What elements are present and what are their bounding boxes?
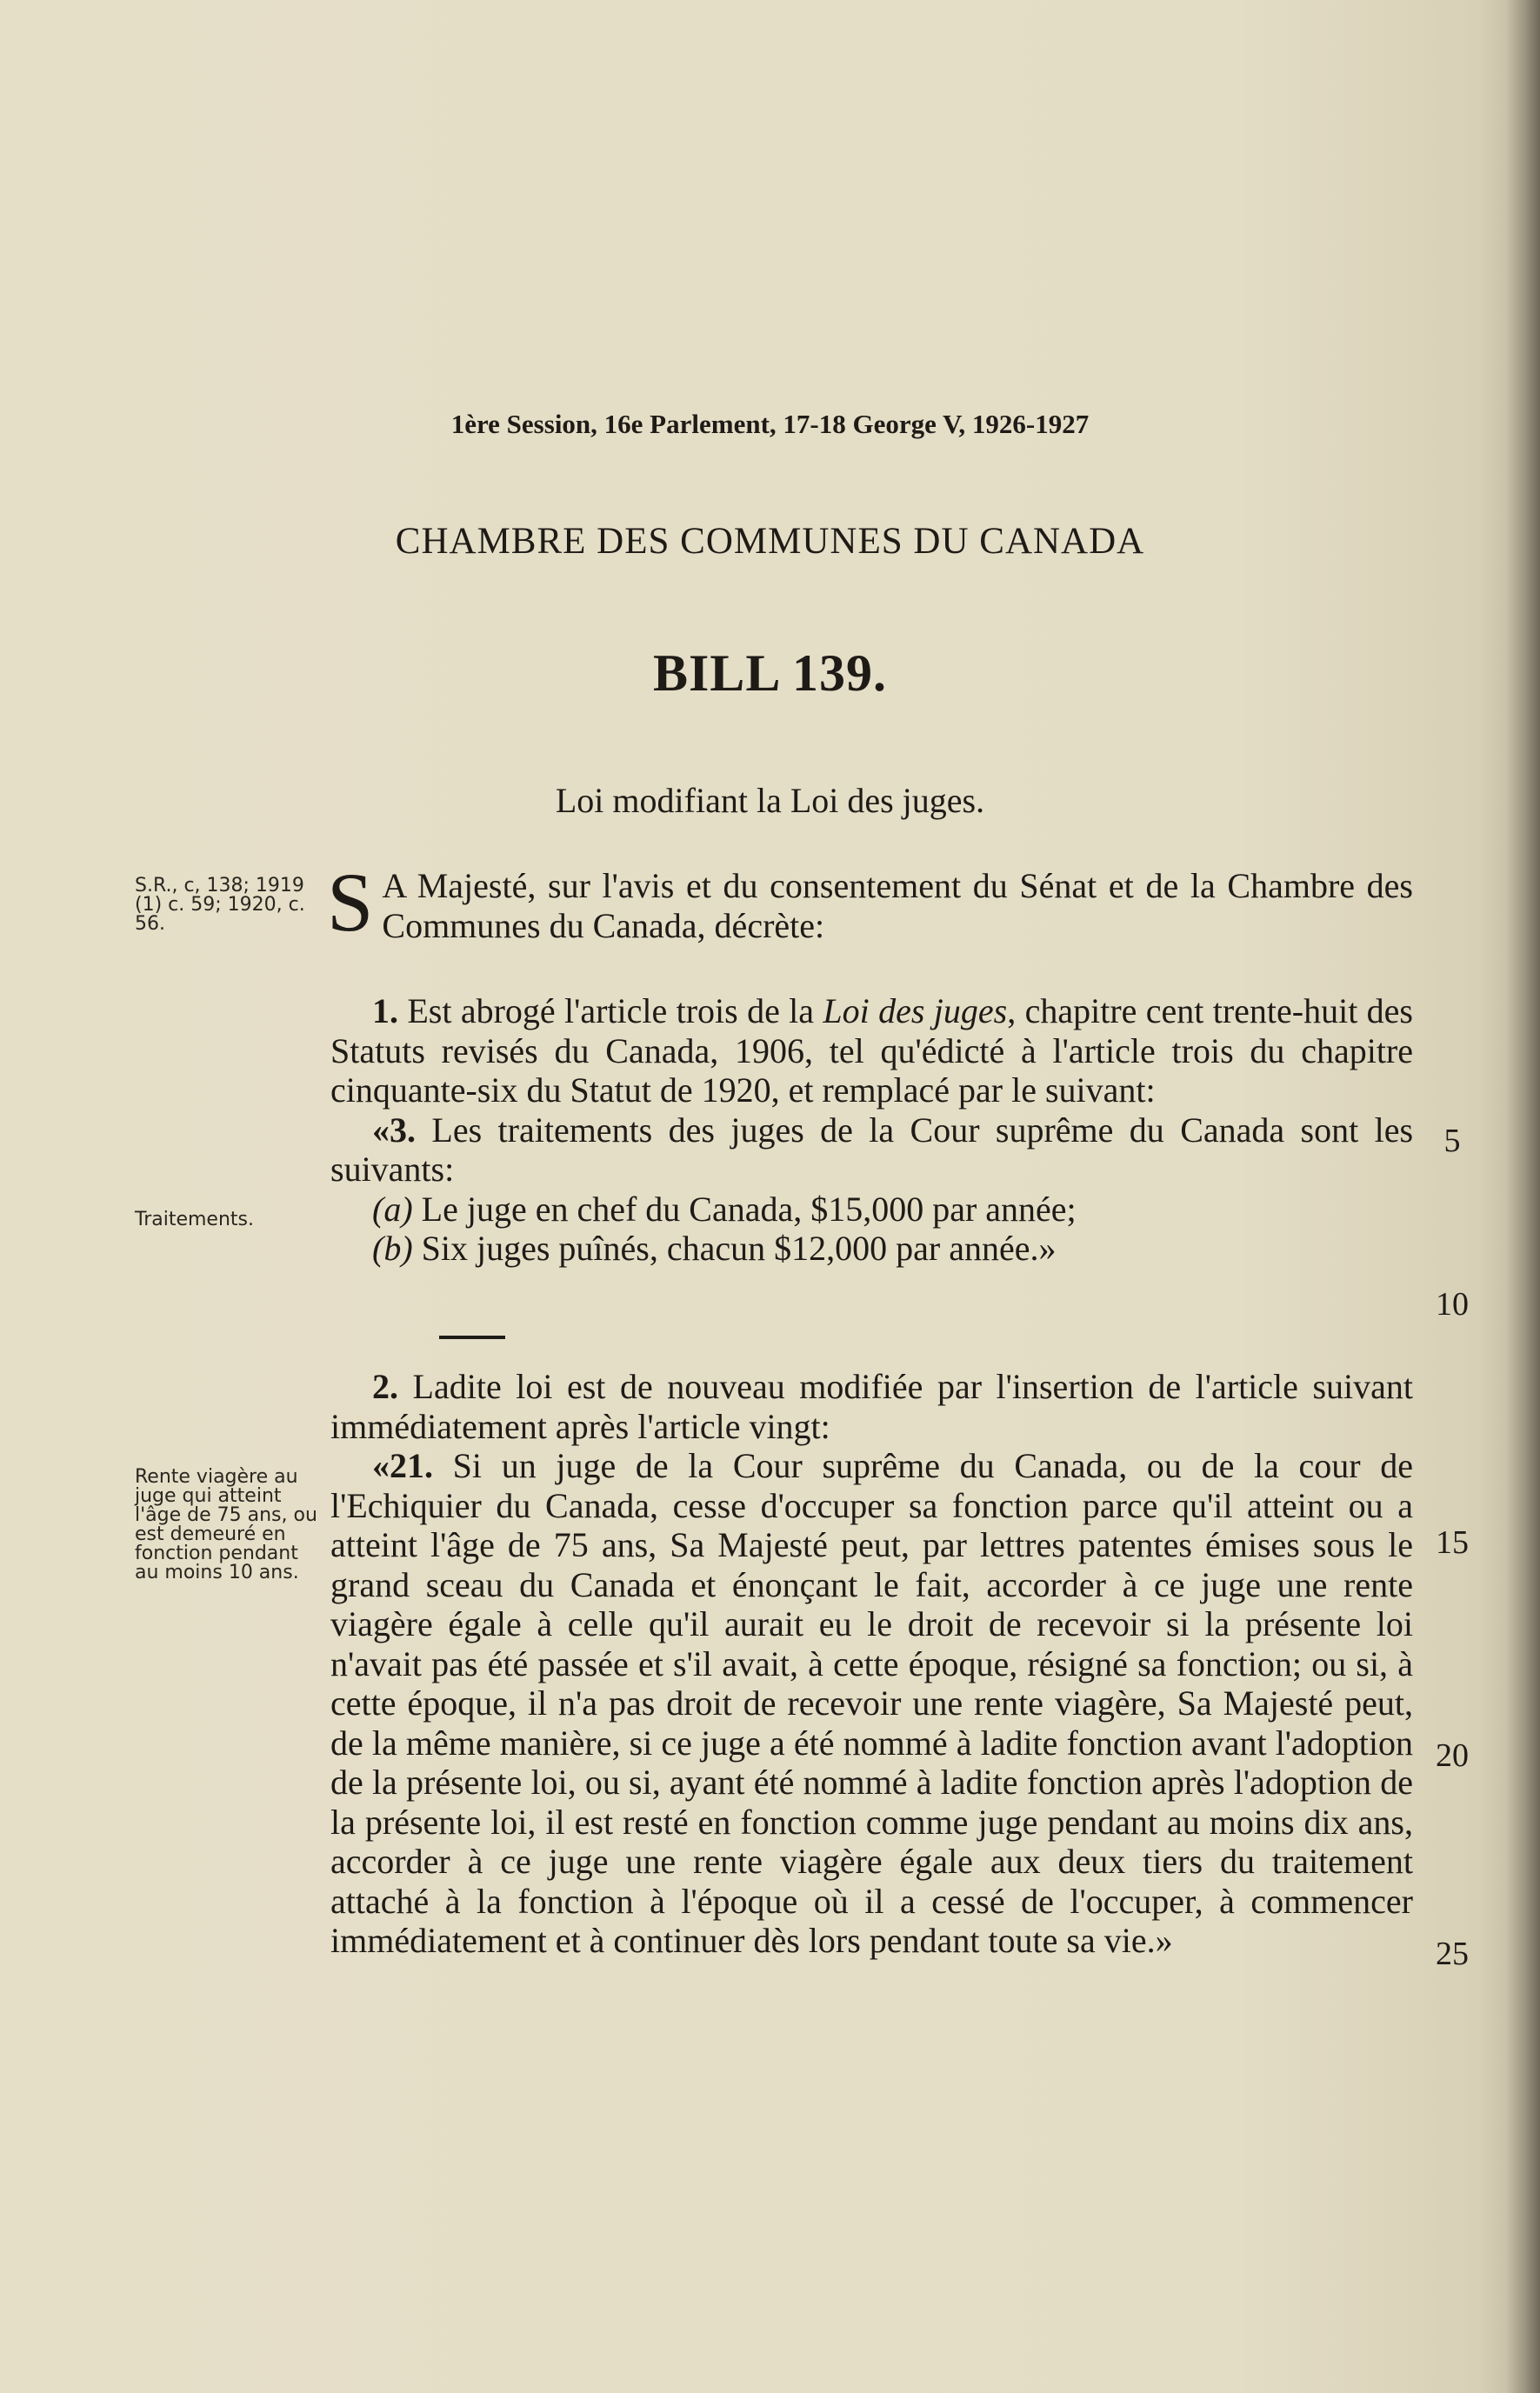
quoted-section-3-number: «3. [372,1110,416,1150]
bill-title: BILL 139. [652,644,888,702]
section-2-number: 2. [372,1367,398,1406]
section-2-text: Ladite loi est de nouveau modifiée par l'insertion de l'article suivant immédiatement après l'article vingt: [330,1367,1413,1446]
preamble [327,856,1413,949]
margin-note-salaries: Traitements. [135,1209,254,1230]
line-number-15: 15 [1436,1524,1469,1561]
line-number-20: 20 [1436,1737,1469,1774]
drop-cap: S [327,856,374,949]
margin-note-references: S.R., c, 138; 1919 (1) c. 59; 1920, c. 56. [135,875,305,935]
page-edge-shadow [1507,0,1540,2393]
line-number-25: 25 [1436,1936,1469,1972]
quoted-section-3-text: Les traitements des juges de la Cour suprême du Canada sont les suivants: [330,1110,1414,1189]
act-name: Loi des juges [823,991,1008,1030]
section-divider [439,1336,505,1339]
line-number-5: 5 [1443,1123,1461,1159]
item-a-label: (a) [372,1189,413,1229]
section-2 [330,1367,1413,1961]
section-1-text-a: Est abrogé l'article trois de la [407,991,823,1030]
section-1 [330,991,1413,1269]
section-1-number: 1. [372,991,398,1030]
margin-note-annuity: Rente viagère au juge qui atteint l'âge de 75 ans, ou est demeuré en fonction pendant au moins 10 ans. [135,1466,317,1583]
bill-subtitle: Loi modifiant la Loi des juges. [555,781,985,820]
item-b-label: (b) [372,1229,413,1268]
session-header: 1ère Session, 16e Parlement, 17-18 George V, 1926-1927 [450,409,1090,439]
line-number-10: 10 [1436,1286,1469,1323]
quoted-section-21-number: «21. [372,1446,433,1485]
chamber-title: CHAMBRE DES COMMUNES DU CANADA [395,521,1145,562]
item-b-text: Six juges puînés, chacun $12,000 par année.» [421,1229,1057,1268]
quoted-section-21-text: Si un juge de la Cour suprême du Canada, ou de la cour de l'Echiquier du Canada, cesse d'occuper sa fonction parce qu'il atteint ou a atteint l'âge de 75 ans, Sa Majesté peut, par lettres patentes émises sous le grand sceau du Canada et énonçant le fait, accorder à ce juge une rente viagère égale à celle qu'il aurait eu le droit de recevoir si la présente loi n'avait pas été passée et s'il avait, à cette époque, résigné sa fonction; ou si, à cette époque, il n'a pas droit de recevoir une rente viagère, Sa Majesté peut, de la même manière, si ce juge a été nommé à ladite fonction avant l'adoption de la présente loi, ou si, ayant été nommé à ladite fonction après l'adoption de la présente loi, il est resté en fonction comme juge pendant au moins dix ans, accorder à ce juge une rente viagère égale aux deux tiers du traitement attaché à la fonction à l'époque où il a cessé de l'occuper, à commencer immédiatement et à continuer dès lors pendant toute sa vie.» [330,1446,1414,1960]
item-a-text: Le juge en chef du Canada, $15,000 par année; [421,1189,1077,1229]
section-1-text-b: , chapitre cent trente-huit des Statuts revisés du Canada, 1906, tel qu'édicté à l'article trois du chapitre cinquante-six du Statut de 1920, et remplacé par le suivant: [330,991,1413,1110]
preamble-text: A Majesté, sur l'avis et du consentement du Sénat et de la Chambre des Communes du Canada, décrète: [382,866,1413,945]
